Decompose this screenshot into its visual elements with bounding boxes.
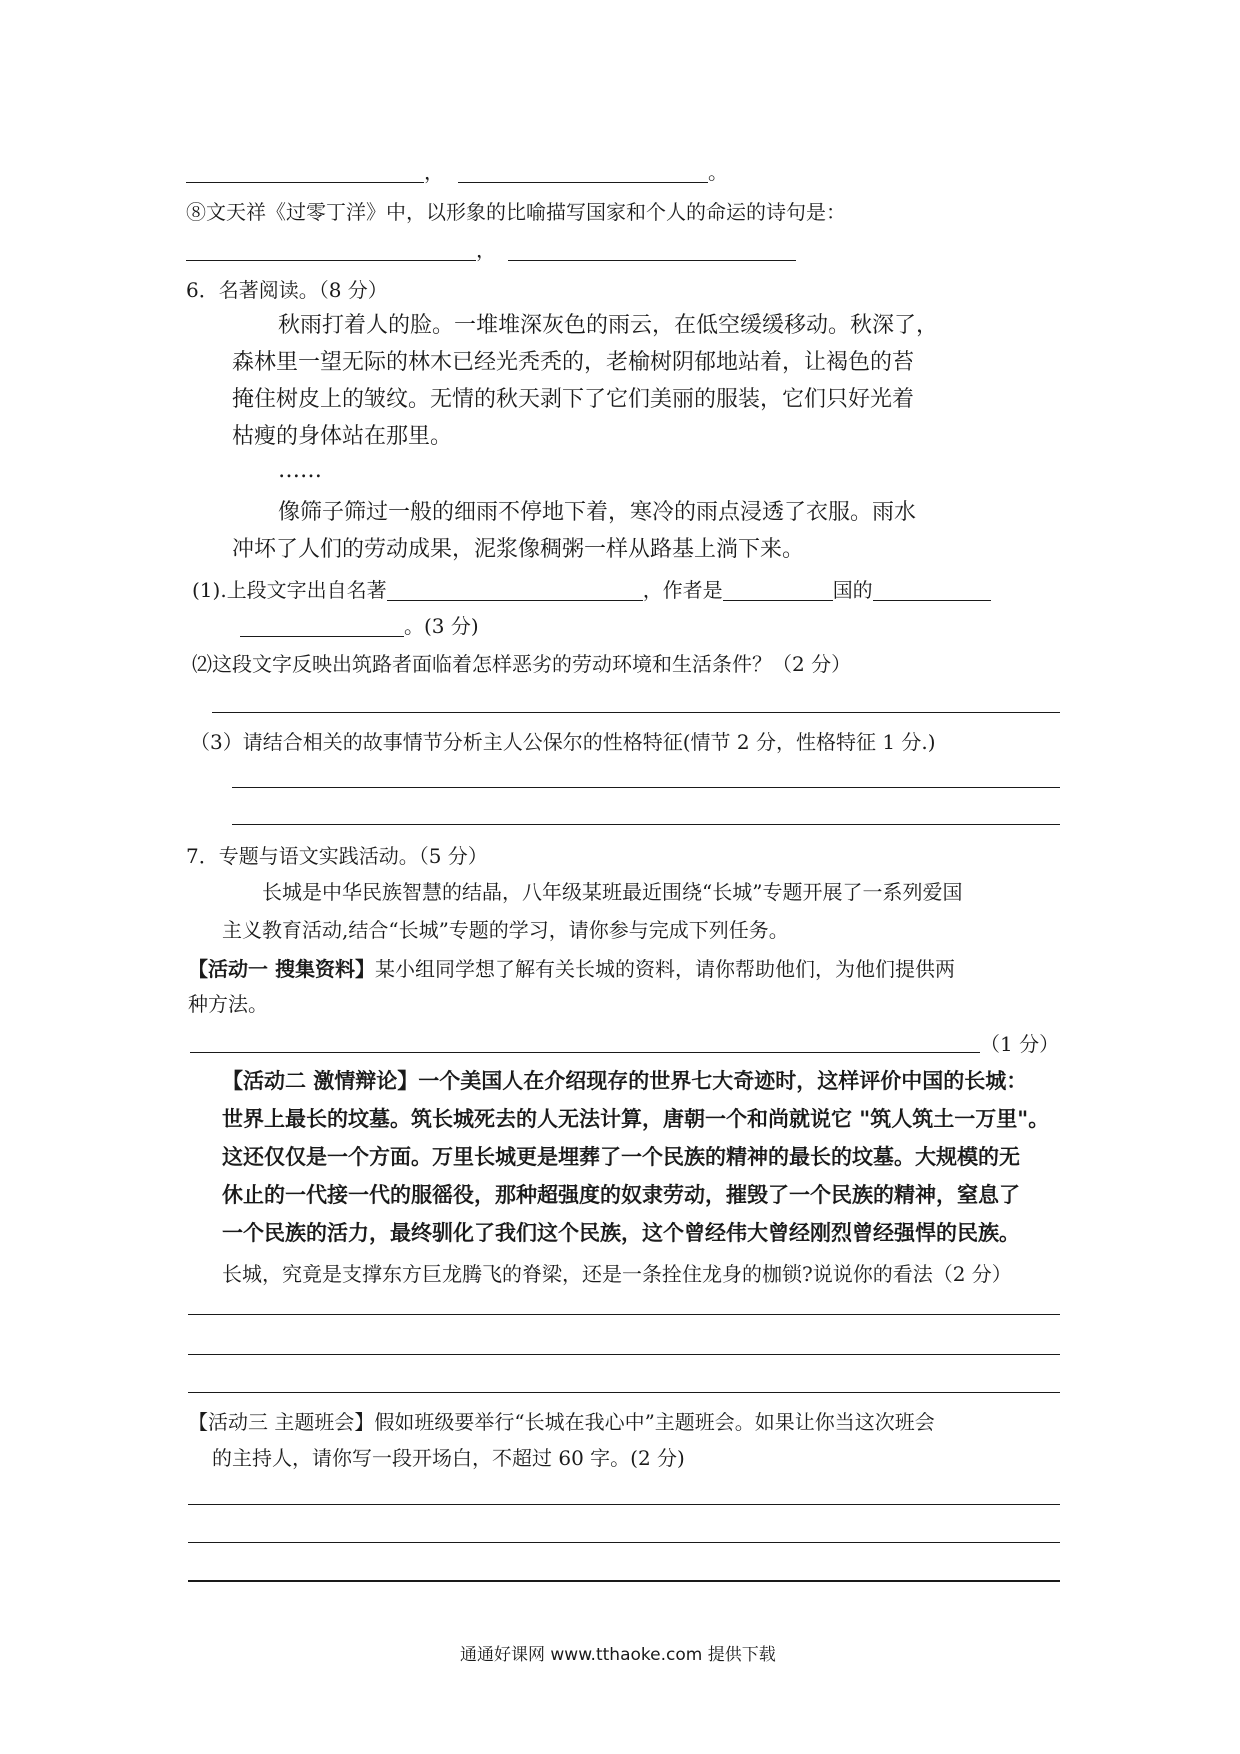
passage-ellipsis: ……	[278, 458, 322, 483]
question-6-1: (1).上段文字出自名著 ，作者是 国的	[192, 576, 991, 604]
answer-rule[interactable]	[232, 787, 1060, 788]
answer-line-row-2: ，	[186, 236, 796, 264]
question-7-title: 7．专题与语文实践活动。（5 分）	[186, 844, 488, 868]
activity-1-heading: 【活动一 搜集资料】	[188, 957, 375, 981]
activity-2-text: 这还仅仅是一个方面。万里长城更是埋葬了一个民族的精神的最长的坟墓。大规模的无	[222, 1145, 1020, 1169]
answer-rule[interactable]	[188, 1354, 1060, 1355]
question-8-text: ⑧文天祥《过零丁洋》中，以形象的比喻描写国家和个人的命运的诗句是：	[186, 200, 846, 224]
author-name-blank[interactable]	[873, 578, 991, 601]
answer-blank[interactable]	[508, 238, 796, 261]
question-6-title: 6．名著阅读。（8 分）	[186, 278, 388, 302]
activity-1-cont: 种方法。	[188, 992, 268, 1016]
question-6-2: ⑵这段文字反映出筑路者面临着怎样恶劣的劳动环境和生活条件？（2 分）	[192, 652, 852, 676]
answer-rule[interactable]	[188, 1504, 1060, 1505]
activity-2-text: 【活动二 激情辩论】一个美国人在介绍现存的世界七大奇迹时，这样评价中国的长城：	[222, 1069, 1028, 1093]
answer-blank[interactable]	[186, 160, 424, 183]
author-country-blank[interactable]	[723, 578, 833, 601]
answer-rule[interactable]	[212, 712, 1060, 713]
answer-rule[interactable]	[188, 1542, 1060, 1543]
passage-line: 像筛子筛过一般的细雨不停地下着，寒冷的雨点浸透了衣服。雨水	[278, 500, 917, 525]
question-6-1-cont: 。(3 分)	[240, 612, 479, 640]
answer-line-row-1: ， 。	[186, 158, 728, 186]
answer-rule[interactable]	[188, 1314, 1060, 1315]
activity-1-score: （1 分）	[980, 1032, 1060, 1056]
passage-line: 掩住树皮上的皱纹。无情的秋天剥下了它们美丽的服装，它们只好光着	[232, 387, 915, 412]
answer-blank[interactable]	[458, 160, 708, 183]
page-footer: 通通好课网 www.tthaoke.com 提供下载	[460, 1645, 776, 1665]
question-7-intro: 长城是中华民族智慧的结晶，八年级某班最近围绕“长城”专题开展了一系列爱国	[262, 880, 963, 904]
passage-line: 秋雨打着人的脸。一堆堆深灰色的雨云，在低空缓缓移动。秋深了，	[278, 313, 939, 338]
author-name-blank-cont[interactable]	[240, 614, 404, 637]
activity-2-text: 世界上最长的坟墓。筑长城死去的人无法计算，唐朝一个和尚就说它 "筑人筑土一万里"。	[222, 1107, 1050, 1131]
question-7-intro: 主义教育活动,结合“长城”专题的学习，请你参与完成下列任务。	[222, 918, 789, 942]
passage-line: 森林里一望无际的林木已经光秃秃的，老榆树阴郁地站着，让褐色的苔	[232, 350, 915, 375]
question-6-3: （3）请结合相关的故事情节分析主人公保尔的性格特征(情节 2 分，性格特征 1 分.)	[190, 730, 936, 754]
activity-1: 【活动一 搜集资料】某小组同学想了解有关长城的资料，请你帮助他们，为他们提供两	[188, 957, 955, 981]
answer-rule[interactable]	[188, 1392, 1060, 1393]
answer-blank[interactable]	[186, 238, 476, 261]
passage-line: 冲坏了人们的劳动成果，泥浆像稠粥一样从路基上淌下来。	[232, 537, 805, 562]
activity-3-text: 的主持人，请你写一段开场白，不超过 60 字。(2 分)	[212, 1446, 685, 1470]
activity-2-text: 一个民族的活力，最终驯化了我们这个民族，这个曾经伟大曾经刚烈曾经强悍的民族。	[222, 1221, 1020, 1245]
answer-rule[interactable]	[188, 1580, 1060, 1582]
passage-line: 枯瘦的身体站在那里。	[232, 424, 453, 449]
activity-3-text: 【活动三 主题班会】假如班级要举行“长城在我心中”主题班会。如果让你当这次班会	[188, 1410, 935, 1434]
answer-rule[interactable]	[232, 824, 1060, 825]
book-title-blank[interactable]	[387, 578, 643, 601]
activity-2-text: 休止的一代接一代的服徭役，那种超强度的奴隶劳动，摧毁了一个民族的精神，窒息了	[222, 1183, 1020, 1207]
activity-2-question: 长城，究竟是支撑东方巨龙腾飞的脊梁，还是一条拴住龙身的枷锁?说说你的看法（2 分）	[222, 1262, 1012, 1286]
answer-rule[interactable]	[190, 1052, 980, 1053]
